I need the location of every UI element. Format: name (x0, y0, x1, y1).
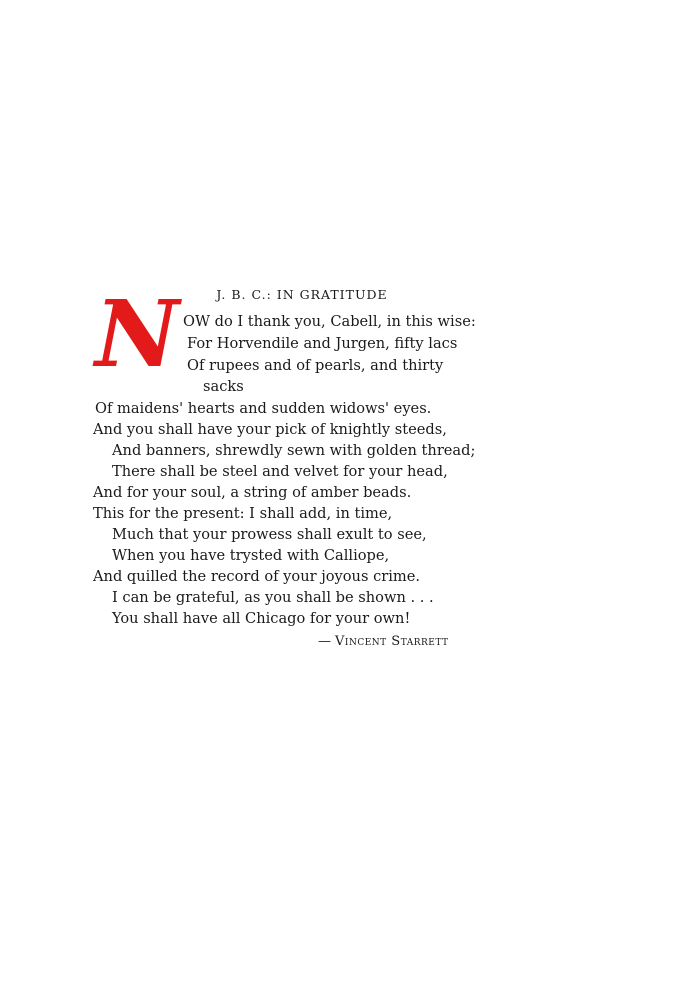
poem-line-1: OW do I thank you, Cabell, in this wise: (183, 313, 476, 330)
signature-name: Vincent Starrett (335, 634, 449, 649)
poem-line-14: I can be grateful, as you shall be shown . . . (112, 589, 434, 606)
poem-line-10: This for the present: I shall add, in time, (93, 505, 393, 522)
poem-line-5: Of maidens' hearts and sudden widows' eyes. (95, 400, 432, 417)
poem-title: J. B. C.: IN GRATITUDE (216, 287, 388, 302)
signature-dash: — (318, 634, 331, 649)
poem-line-7: And banners, shrewdly sewn with golden thread; (112, 442, 476, 459)
poem-line-2: For Horvendile and Jurgen, fifty lacs (187, 335, 458, 352)
poem-line-15: You shall have all Chicago for your own! (112, 610, 411, 627)
poem-line-13: And quilled the record of your joyous crime. (93, 568, 421, 585)
poem-line-6: And you shall have your pick of knightly steeds, (93, 421, 447, 438)
poem-line-12: When you have trysted with Calliope, (112, 547, 390, 564)
poem-line-8: There shall be steel and velvet for your head, (112, 463, 448, 480)
poem-signature (318, 633, 449, 651)
poem-line-11: Much that your prowess shall exult to see, (112, 526, 427, 543)
drop-cap-letter: N (95, 280, 178, 388)
poem-line-4: sacks (203, 378, 244, 395)
drop-cap (95, 280, 178, 392)
poem-line-9: And for your soul, a string of amber beads. (93, 484, 412, 501)
poem-line-3: Of rupees and of pearls, and thirty (187, 357, 444, 374)
